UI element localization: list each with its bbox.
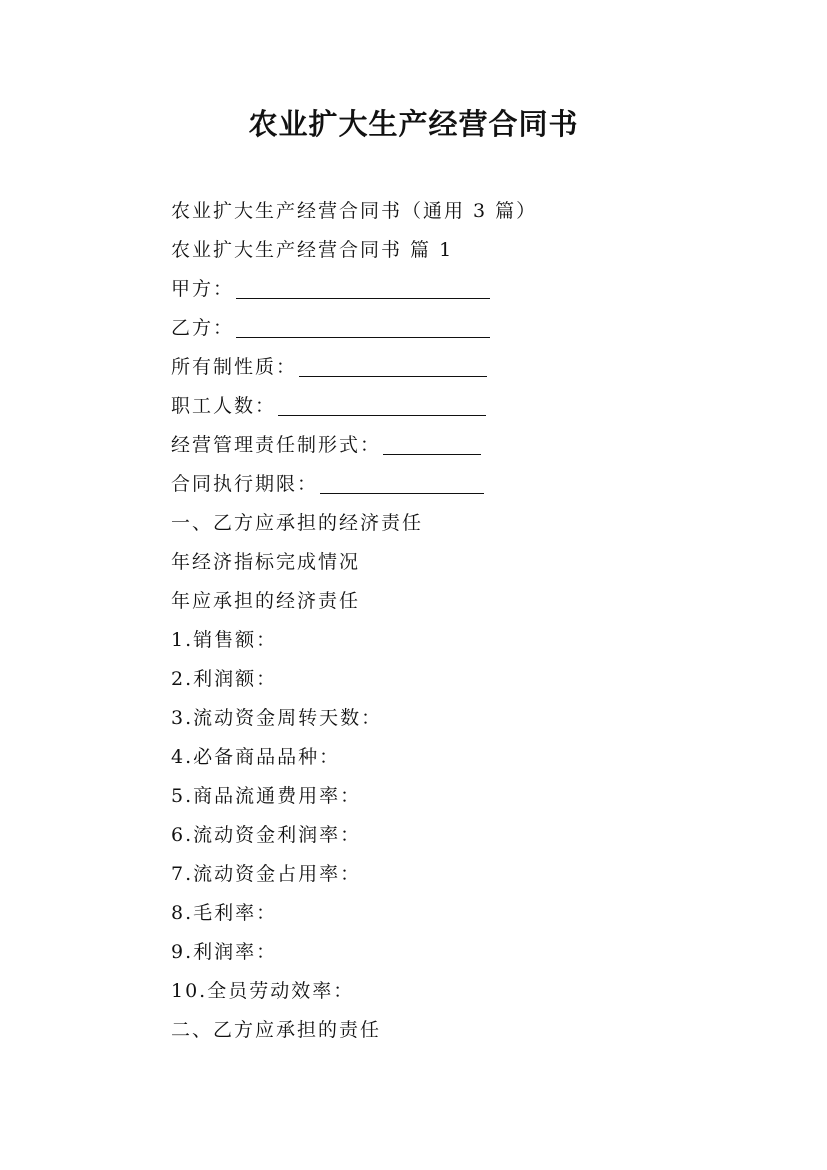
list-item-text: 10.全员劳动效率： [171,980,355,1002]
list-item-text: 6.流动资金利润率： [171,824,362,846]
field-label: 合同执行期限： [171,473,319,495]
text-line [171,543,501,582]
section-heading-line [171,231,501,270]
party-a-line [171,270,501,309]
line-text: 年应承担的经济责任 [171,590,361,612]
ownership-blank [299,358,487,377]
line-text: 二、乙方应承担的责任 [171,1019,382,1041]
list-item [171,777,501,816]
section-two-heading [171,1011,501,1050]
list-item [171,933,501,972]
list-item-text: 1.销售额： [171,629,278,651]
field-label: 甲方： [171,278,235,300]
list-item-text: 9.利润率： [171,941,278,963]
section-one-heading [171,504,501,543]
management-form-blank [383,436,481,455]
contract-term-line [171,465,501,504]
list-item [171,816,501,855]
staff-count-blank [278,397,486,416]
field-label: 所有制性质： [171,356,298,378]
list-item [171,855,501,894]
party-b-blank [236,319,490,338]
line-text: 一、乙方应承担的经济责任 [171,512,424,534]
line-text: 农业扩大生产经营合同书 篇 1 [171,239,454,261]
list-item [171,621,501,660]
list-item [171,738,501,777]
list-item-text: 7.流动资金占用率： [171,863,362,885]
list-item-text: 3.流动资金周转天数： [171,707,383,729]
list-item [171,894,501,933]
staff-count-line [171,387,501,426]
list-item-text: 4.必备商品品种： [171,746,341,768]
field-label: 职工人数： [171,395,277,417]
ownership-line [171,348,501,387]
list-item [171,660,501,699]
subtitle-line [171,192,538,231]
line-text: 年经济指标完成情况 [171,551,361,573]
party-b-line [171,309,501,348]
field-label: 乙方： [171,317,235,339]
list-item-text: 5.商品流通费用率： [171,785,362,807]
document-title: 农业扩大生产经营合同书 [248,107,579,141]
list-item-text: 8.毛利率： [171,902,278,924]
text-line [171,582,501,621]
list-item-text: 2.利润额： [171,668,278,690]
contract-term-blank [320,475,484,494]
line-text: 农业扩大生产经营合同书（通用 3 篇） [171,200,538,222]
list-item [171,699,501,738]
management-form-line [171,426,501,465]
party-a-blank [236,280,490,299]
document-body [171,192,538,1050]
list-item [171,972,501,1011]
field-label: 经营管理责任制形式： [171,434,382,456]
